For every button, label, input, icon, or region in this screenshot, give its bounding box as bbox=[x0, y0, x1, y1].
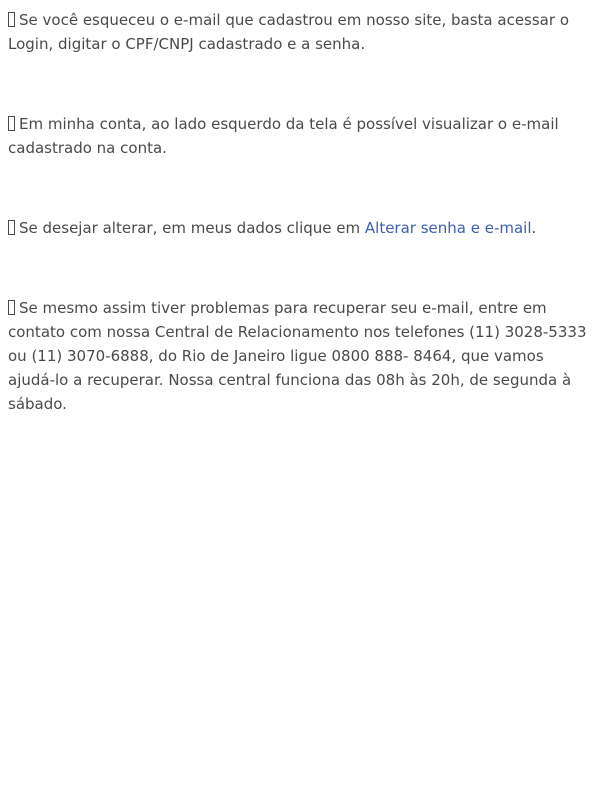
paragraph-my-account bbox=[8, 112, 592, 160]
paragraph-text: Em minha conta, ao lado esquerdo da tela é possível visualizar o e-mail cadastrado na conta. bbox=[8, 115, 559, 157]
paragraph-text-before: Se desejar alterar, em meus dados clique em bbox=[19, 219, 365, 237]
paragraph-forgot-email bbox=[8, 8, 592, 56]
paragraph-text: Se mesmo assim tiver problemas para recuperar seu e-mail, entre em contato com nossa Central de Relacionamento nos telefones (11) 3028-5333 ou (11) 3070-6888, do Rio de Janeiro ligue 0800 888- 8464, que vamos ajudá-lo a recuperar. Nossa central funciona das 08h às 20h, de segunda à sábado. bbox=[8, 299, 587, 413]
missing-glyph-box-icon bbox=[8, 12, 15, 27]
paragraph-change-data bbox=[8, 216, 592, 240]
paragraph-text-after: . bbox=[531, 219, 537, 237]
missing-glyph-box-icon bbox=[8, 116, 15, 131]
paragraph-text: Se você esqueceu o e-mail que cadastrou em nosso site, basta acessar o Login, digitar o CPF/CNPJ cadastrado e a senha. bbox=[8, 11, 569, 53]
missing-glyph-box-icon bbox=[8, 300, 15, 315]
paragraph-contact-center bbox=[8, 296, 592, 416]
change-password-email-link[interactable]: Alterar senha e e-mail bbox=[364, 219, 532, 237]
missing-glyph-box-icon bbox=[8, 220, 15, 235]
